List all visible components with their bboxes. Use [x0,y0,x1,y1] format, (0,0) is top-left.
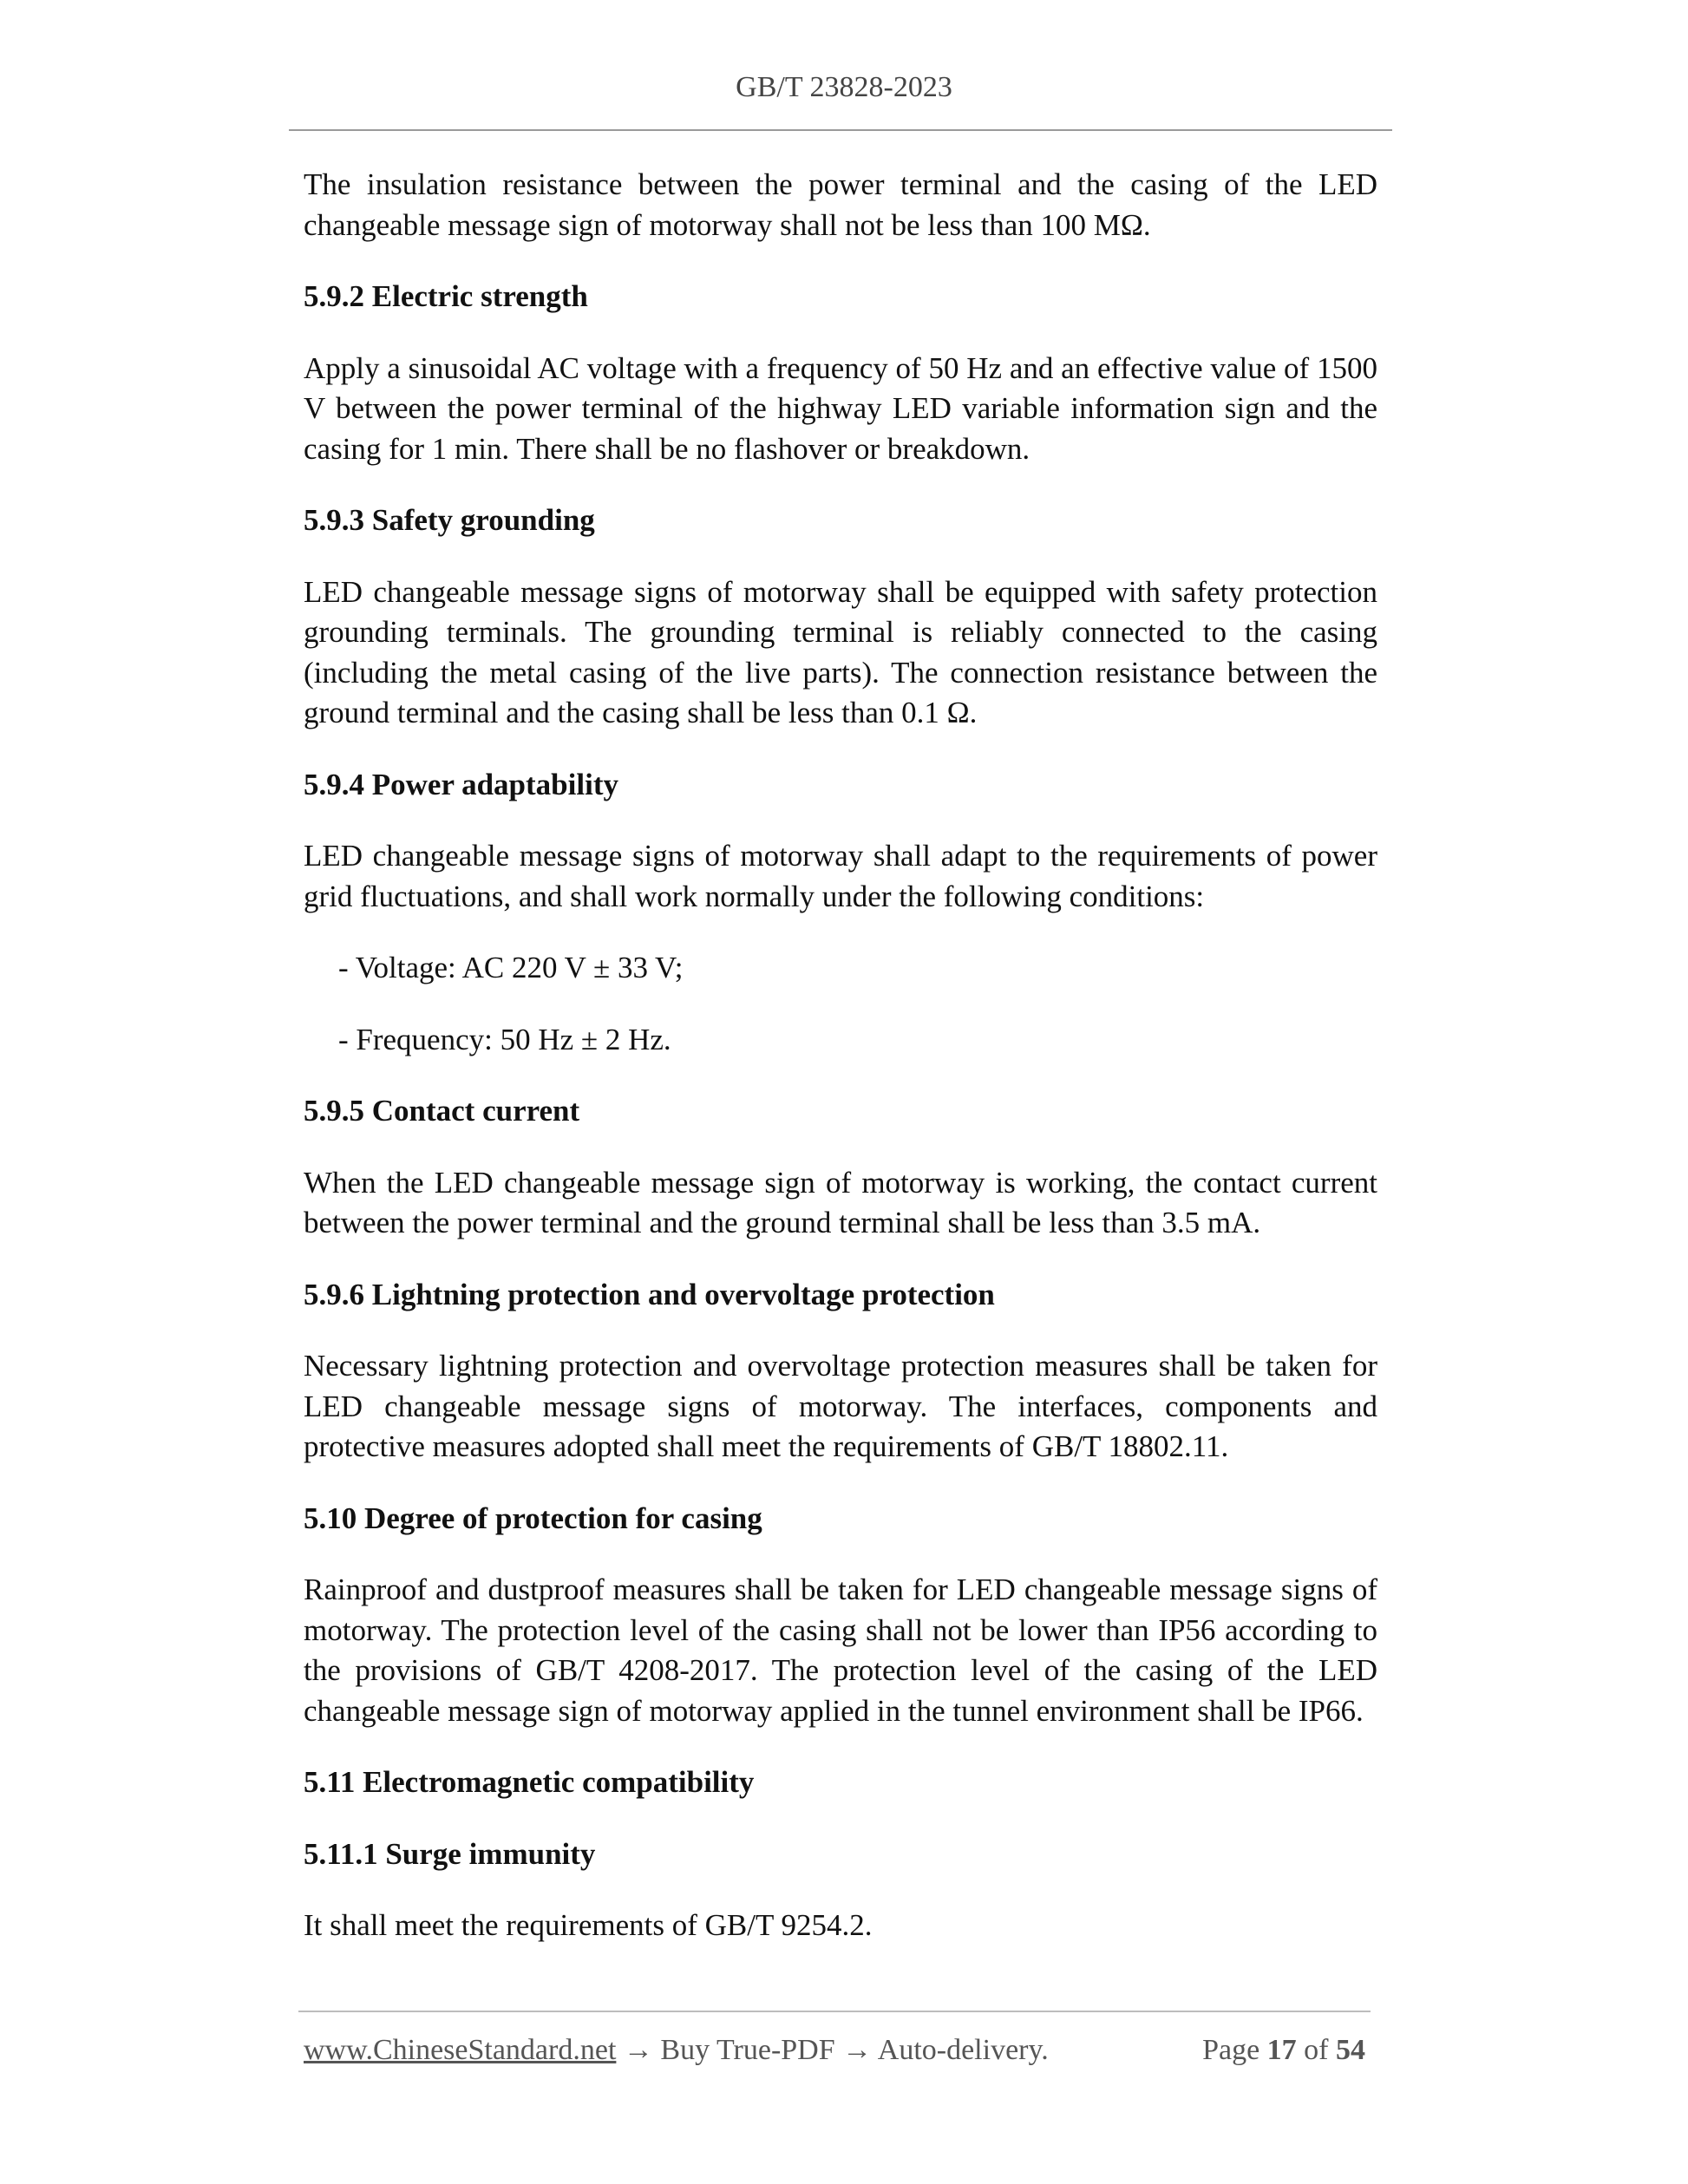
footer-website-link[interactable]: www.ChineseStandard.net [304,2034,617,2066]
paragraph-contact-current: When the LED changeable message sign of motorway is working, the contact current between the power terminal and the ground terminal shall be less than 3.5 mA. [304,1165,1377,1239]
heading-5-11: 5.11 Electromagnetic compatibility [304,1765,755,1799]
footer-divider [298,2011,1371,2012]
heading-5-9-2: 5.9.2 Electric strength [304,279,588,313]
page-indicator [1202,2033,1365,2069]
page-of-label: of [1304,2034,1329,2066]
heading-5-9-5: 5.9.5 Contact current [304,1094,580,1128]
paragraph-insulation-resistance: The insulation resistance between the power terminal and the casing of the LED changeable message sign of motorway shall not be less than 100 MΩ. [304,167,1377,242]
heading-5-9-3: 5.9.3 Safety grounding [304,503,595,537]
heading-5-11-1: 5.11.1 Surge immunity [304,1836,596,1871]
paragraph-lightning-protection: Necessary lightning protection and overvoltage protection measures shall be taken for LED changeable message signs of motorway. The interfaces, components and protective measures adopted shall meet the requirements of GB/T 18802.11. [304,1349,1377,1463]
footer-promo [304,2033,1049,2069]
paragraph-surge-immunity: It shall meet the requirements of GB/T 9254.2. [304,1908,873,1942]
page-total: 54 [1336,2034,1365,2066]
document-body [304,165,1377,1978]
header-divider [289,129,1392,131]
footer-promo-text: → Buy True-PDF → Auto-delivery. [616,2034,1049,2066]
heading-5-9-4: 5.9.4 Power adaptability [304,767,618,801]
list-item-voltage: - Voltage: AC 220 V ± 33 V; [338,951,684,984]
header-title: GB/T 23828-2023 [736,71,952,103]
page-number: 17 [1266,2034,1297,2066]
page-label: Page [1202,2034,1260,2066]
list-item-frequency: - Frequency: 50 Hz ± 2 Hz. [338,1022,671,1056]
paragraph-power-adaptability: LED changeable message signs of motorway shall adapt to the requirements of power grid fluctuations, and shall work normally under the following conditions: [304,839,1377,913]
paragraph-safety-grounding: LED changeable message signs of motorway shall be equipped with safety protection grounding terminals. The grounding terminal is reliably connected to the casing (including the metal casing of the live parts). The connection resistance between the ground terminal and the casing shall be less than 0.1 Ω. [304,574,1377,729]
heading-5-9-6: 5.9.6 Lightning protection and overvoltage protection [304,1277,995,1311]
paragraph-electric-strength: Apply a sinusoidal AC voltage with a frequency of 50 Hz and an effective value of 1500 V between the power terminal of the highway LED variable information sign and the casing for 1 min. There shall be no flashover or breakdown. [304,350,1377,466]
heading-5-10: 5.10 Degree of protection for casing [304,1501,762,1535]
paragraph-degree-of-protection: Rainproof and dustproof measures shall be taken for LED changeable message signs of motorway. The protection level of the casing shall not be lower than IP56 according to the provisions of GB/T 4208-2017. The protection level of the casing of the LED changeable message sign of motorway applied in the tunnel environment shall be IP66. [304,1573,1377,1728]
